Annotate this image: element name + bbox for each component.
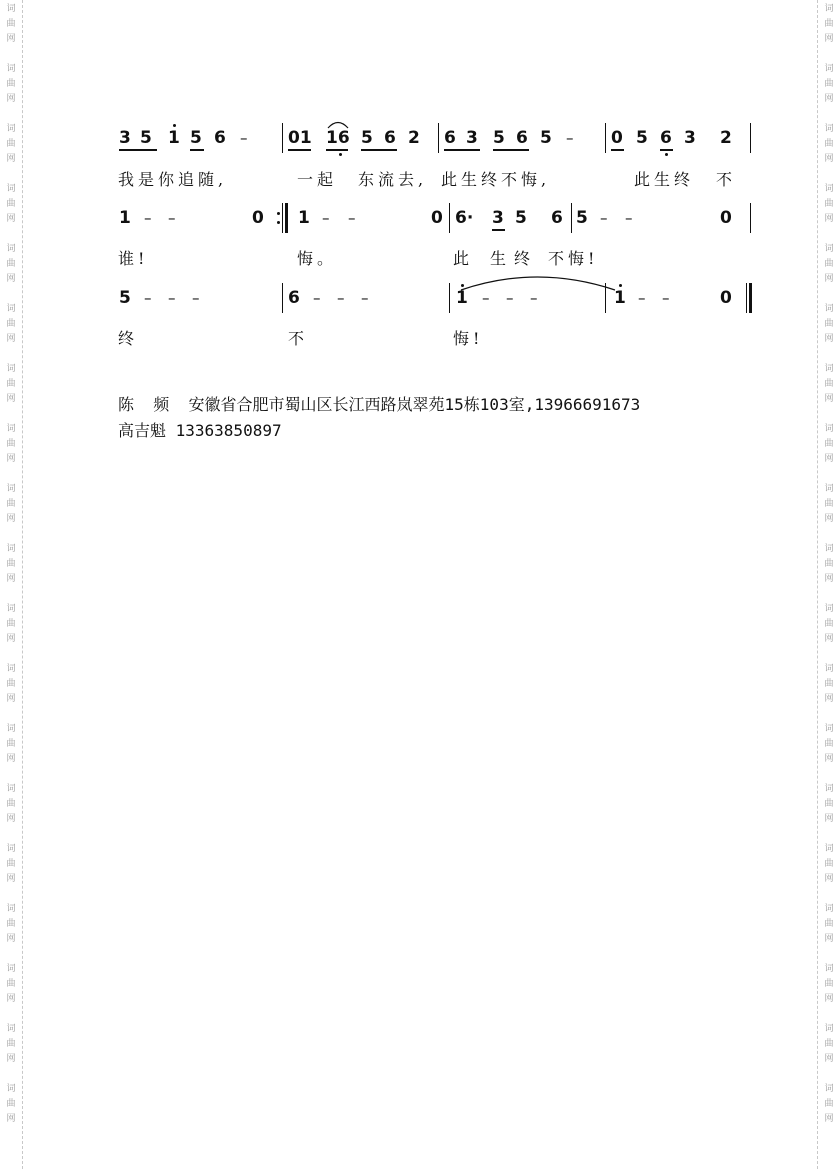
dash: –	[168, 289, 176, 307]
watermark-text: 词 曲 网	[824, 244, 834, 284]
lyric: 悔!	[453, 329, 484, 348]
barline	[282, 123, 283, 153]
watermark-text: 词 曲 网	[824, 844, 834, 884]
watermark-text: 词 曲 网	[824, 484, 834, 524]
contact-line-2: 高吉魁 13363850897	[118, 421, 282, 440]
underline	[493, 149, 529, 151]
lyric: 此生终	[634, 170, 695, 189]
watermark-text: 词 曲 网	[6, 1084, 16, 1124]
note: 5	[540, 128, 552, 148]
note: 0	[720, 288, 732, 308]
note: 2	[408, 128, 420, 148]
dash: –	[530, 289, 538, 307]
watermark-text: 词 曲 网	[824, 1084, 834, 1124]
watermark-text: 词 曲 网	[6, 364, 16, 404]
note: 5	[119, 288, 131, 308]
dash: –	[625, 209, 633, 227]
note: 5	[493, 128, 505, 148]
note: 1	[456, 288, 468, 308]
watermark-text: 词 曲 网	[6, 304, 16, 344]
final-barline-thin	[746, 283, 747, 313]
low-octave-dot	[339, 153, 342, 156]
watermark-text: 词 曲 网	[824, 304, 834, 344]
dash: –	[638, 289, 646, 307]
underline	[288, 149, 311, 151]
dash: –	[482, 289, 490, 307]
underline	[190, 149, 204, 151]
watermark-text: 词 曲 网	[6, 784, 16, 824]
note: 2	[720, 128, 732, 148]
dash: –	[361, 289, 369, 307]
watermark-text: 词 曲 网	[6, 424, 16, 464]
dash: –	[192, 289, 200, 307]
barline	[750, 203, 751, 233]
note: 1	[614, 288, 626, 308]
lyric: 不	[716, 170, 737, 189]
underline	[492, 229, 505, 231]
tie-arc	[327, 119, 349, 129]
lyric: 谁!	[118, 249, 149, 268]
note: 5	[636, 128, 648, 148]
lyric: 生	[490, 249, 511, 268]
lyric: 悔。	[297, 249, 338, 268]
low-octave-dot	[665, 153, 668, 156]
watermark-text: 词 曲 网	[6, 904, 16, 944]
watermark-text: 词 曲 网	[824, 544, 834, 584]
watermark-text: 词 曲 网	[6, 124, 16, 164]
watermark-text: 词 曲 网	[824, 124, 834, 164]
repeat-end-bar	[285, 203, 288, 233]
barline	[750, 123, 751, 153]
underline	[660, 149, 673, 151]
repeat-dot	[277, 212, 280, 215]
note: 6·	[455, 208, 474, 228]
final-barline-thick	[749, 283, 752, 313]
lyric: 不悔!	[548, 249, 599, 268]
dash: –	[348, 209, 356, 227]
watermark-text: 词 曲 网	[6, 64, 16, 104]
watermark-text: 词 曲 网	[824, 4, 834, 44]
high-octave-dot	[173, 124, 176, 127]
dash: –	[662, 289, 670, 307]
note: 0	[611, 128, 623, 148]
barline	[605, 123, 606, 153]
barline	[449, 203, 450, 233]
note: 3	[684, 128, 696, 148]
note: 5	[361, 128, 373, 148]
underline	[361, 149, 397, 151]
watermark-text: 词 曲 网	[824, 724, 834, 764]
watermark-text: 词 曲 网	[824, 664, 834, 704]
note: 3	[492, 208, 504, 228]
note: 5	[515, 208, 527, 228]
note: 3	[119, 128, 131, 148]
note: 1	[119, 208, 131, 228]
dash: –	[313, 289, 321, 307]
watermark-text: 词 曲 网	[824, 64, 834, 104]
barline	[605, 283, 606, 313]
watermark-text: 词 曲 网	[824, 784, 834, 824]
lyric: 终	[118, 329, 139, 348]
barline	[571, 203, 572, 233]
dash: –	[506, 289, 514, 307]
note: 6	[551, 208, 563, 228]
note: 6	[288, 288, 300, 308]
watermark-text: 词 曲 网	[6, 184, 16, 224]
note: 5	[140, 128, 152, 148]
watermark-text: 词 曲 网	[824, 1024, 834, 1064]
note: 3	[466, 128, 478, 148]
watermark-text: 词 曲 网	[824, 424, 834, 464]
note: 5	[576, 208, 588, 228]
note: 6	[214, 128, 226, 148]
note: 0	[720, 208, 732, 228]
watermark-text: 词 曲 网	[6, 484, 16, 524]
note: 6	[660, 128, 672, 148]
note: 5	[190, 128, 202, 148]
contact-line-1: 陈 频 安徽省合肥市蜀山区长江西路岚翠苑15栋103室,13966691673	[118, 395, 641, 414]
barline	[449, 283, 450, 313]
note: 16	[326, 128, 350, 148]
dash: –	[600, 209, 608, 227]
repeat-dot	[277, 221, 280, 224]
watermark-text: 词 曲 网	[824, 604, 834, 644]
barline	[282, 203, 283, 233]
watermark-text: 词 曲 网	[6, 664, 16, 704]
watermark-text: 词 曲 网	[824, 904, 834, 944]
underline	[326, 149, 348, 151]
lyric: 我是你追随,	[118, 170, 228, 189]
note: 6	[444, 128, 456, 148]
dash: –	[337, 289, 345, 307]
watermark-text: 词 曲 网	[824, 964, 834, 1004]
watermark-text: 词 曲 网	[824, 364, 834, 404]
dash: –	[566, 129, 574, 147]
note: 6	[384, 128, 396, 148]
watermark-text: 词 曲 网	[6, 1024, 16, 1064]
high-octave-dot	[461, 284, 464, 287]
note: 01	[288, 128, 312, 148]
note: 1	[298, 208, 310, 228]
note: 6	[516, 128, 528, 148]
lyric: 一起	[297, 170, 338, 189]
underline	[611, 149, 624, 151]
watermark-text: 词 曲 网	[6, 724, 16, 764]
dash: –	[240, 129, 248, 147]
watermark-text: 词 曲 网	[6, 964, 16, 1004]
lyric: 东流去,	[358, 170, 428, 189]
high-octave-dot	[619, 284, 622, 287]
dash: –	[144, 289, 152, 307]
barline	[438, 123, 439, 153]
lyric: 此生终不悔,	[441, 170, 551, 189]
watermark-text: 词 曲 网	[6, 544, 16, 584]
underline	[444, 149, 480, 151]
dash: –	[168, 209, 176, 227]
watermark-text: 词 曲 网	[6, 844, 16, 884]
note: 0	[252, 208, 264, 228]
watermark-text: 词 曲 网	[6, 4, 16, 44]
barline	[282, 283, 283, 313]
dash: –	[144, 209, 152, 227]
note: 0	[431, 208, 443, 228]
lyric: 不	[288, 329, 309, 348]
watermark-text: 词 曲 网	[6, 244, 16, 284]
watermark-text: 词 曲 网	[6, 604, 16, 644]
lyric: 此	[453, 249, 474, 268]
underline	[119, 149, 157, 151]
lyric: 终	[514, 249, 535, 268]
note: 1	[168, 128, 180, 148]
dash: –	[322, 209, 330, 227]
watermark-text: 词 曲 网	[824, 184, 834, 224]
